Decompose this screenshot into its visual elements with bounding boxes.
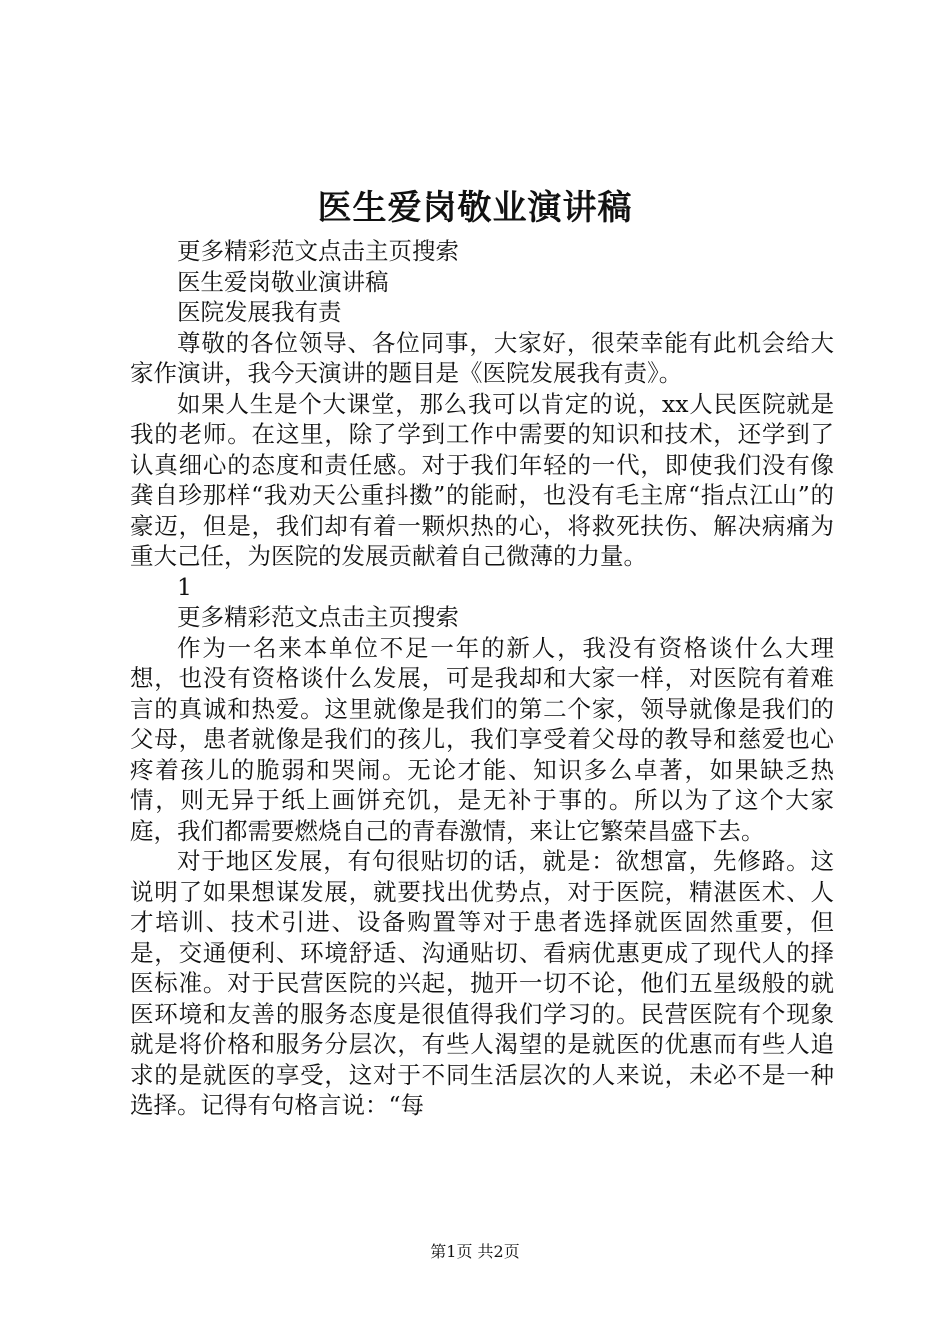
paragraph: 医院发展我有责	[177, 298, 342, 326]
page-footer: 第1页 共2页	[430, 1242, 520, 1261]
paragraph: 更多精彩范文点击主页搜索	[177, 237, 459, 265]
paragraph: 更多精彩范文点击主页搜索	[177, 603, 459, 631]
paragraph: 对于地区发展，有句很贴切的话，就是：欲想富，先修路。这说明了如果想谋发展，就要找出优势点，对于医院，精湛医术、人才培训、技术引进、设备购置等对于患者选择就医固然重要，但是，交通便利、环境舒适、沟通贴切、看病优惠更成了现代人的择医标准。对于民营医院的兴起，抛开一切不论，他们五星级般的就医环境和友善的服务态度是很值得我们学习的。民营医院有个现象就是将价格和服务分层次，有些人渴望的是就医的优惠而有些人追求的是就医的享受，这对于不同生活层次的人来说，未必不是一种选择。记得有句格言说：“每	[130, 847, 834, 1119]
paragraph: 如果人生是个大课堂，那么我可以肯定的说，xx人民医院就是我的老师。在这里，除了学到工作中需要的知识和技术，还学到了认真细心的态度和责任感。对于我们年轻的一代，即使我们没有像龚自珍那样“我劝天公重抖擞”的能耐，也没有毛主席“指点江山”的豪迈，但是，我们却有着一颗炽热的心，将救死扶伤、解决病痛为重大己任，为医院的发展贡献着自己微薄的力量。	[130, 389, 834, 570]
paragraph: 尊敬的各位领导、各位同事，大家好，很荣幸能有此机会给大家作演讲，我今天演讲的题目是《医院发展我有责》。	[130, 328, 834, 387]
paragraph: 作为一名来本单位不足一年的新人，我没有资格谈什么大理想，也没有资格谈什么发展，可是我却和大家一样，对医院有着难言的真诚和热爱。这里就像是我们的第二个家，领导就像是我们的父母，患者就像是我们的孩儿，我们享受着父母的教导和慈爱也心疼着孩儿的脆弱和哭闹。无论才能、知识多么卓著，如果缺乏热情，则无异于纸上画饼充饥，是无补于事的。所以为了这个大家庭，我们都需要燃烧自己的青春激情，来让它繁荣昌盛下去。	[130, 633, 834, 845]
document-body	[130, 236, 834, 1121]
paragraph-page-number: 1	[177, 572, 192, 601]
document-title: 医生爱岗敬业演讲稿	[317, 188, 633, 228]
paragraph: 医生爱岗敬业演讲稿	[177, 267, 389, 296]
